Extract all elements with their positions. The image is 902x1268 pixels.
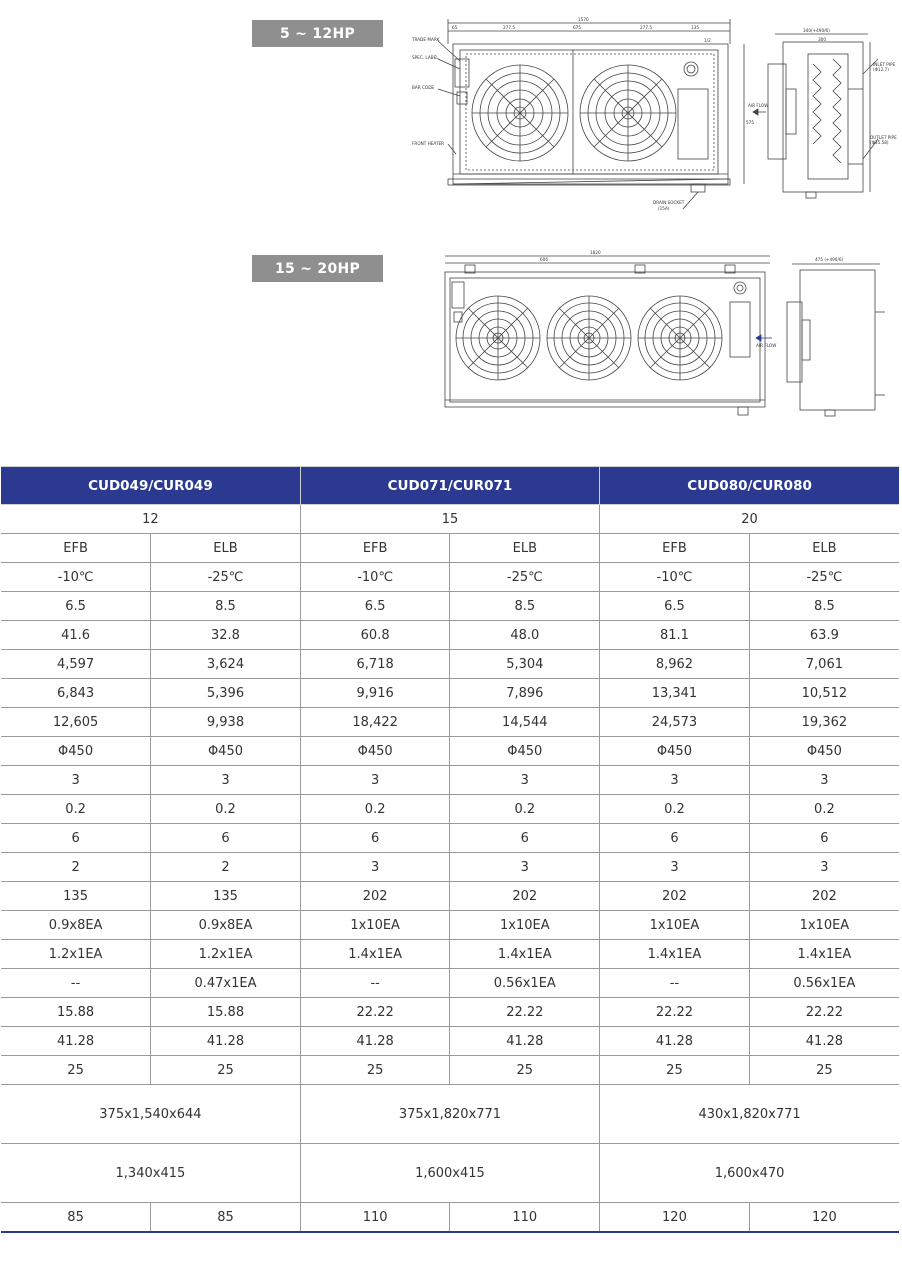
- spec-rows: [1, 534, 899, 1085]
- spec-cell: 0.9x8EA: [151, 911, 301, 940]
- spec-row: [1, 534, 899, 563]
- dim-edge-left: 65: [452, 25, 458, 30]
- spec-cell: 41.6: [1, 621, 151, 650]
- label-inlet-size: (Φ12.7): [873, 67, 889, 72]
- spec-cell: ELB: [450, 534, 600, 563]
- spec-cell: 6,843: [1, 679, 151, 708]
- dim-middle-2: 606: [540, 257, 548, 262]
- spec-cell: -10℃: [600, 563, 750, 592]
- mounting-cell: 1,600x470: [600, 1144, 899, 1203]
- spec-cell: 14,544: [450, 708, 600, 737]
- spec-row: [1, 1027, 899, 1056]
- spec-cell: 1x10EA: [749, 911, 899, 940]
- mounting-row: [1, 1144, 899, 1203]
- spec-cell: 6: [600, 824, 750, 853]
- weight-cell: 85: [151, 1203, 301, 1233]
- spec-cell: 3: [300, 853, 450, 882]
- spec-cell: 1x10EA: [450, 911, 600, 940]
- spec-row: [1, 853, 899, 882]
- spec-cell: 25: [600, 1056, 750, 1085]
- mounting-cell: 1,600x415: [300, 1144, 599, 1203]
- spec-cell: 2: [151, 853, 301, 882]
- spec-cell: -10℃: [1, 563, 151, 592]
- spec-cell: 135: [1, 882, 151, 911]
- spec-cell: 0.56x1EA: [749, 969, 899, 998]
- spec-cell: --: [600, 969, 750, 998]
- dim-side-inner: 300: [818, 37, 826, 42]
- spec-row: [1, 824, 899, 853]
- dimensions-row: [1, 1085, 899, 1144]
- spec-cell: 8.5: [151, 592, 301, 621]
- model-header: CUD071/CUR071: [300, 467, 599, 505]
- spec-cell: -25℃: [749, 563, 899, 592]
- spec-cell: 6,718: [300, 650, 450, 679]
- spec-cell: 15.88: [151, 998, 301, 1027]
- horsepower-row: [1, 505, 899, 534]
- spec-cell: 202: [300, 882, 450, 911]
- unit-cooler-drawing-two-fan: [408, 14, 898, 219]
- model-header: CUD049/CUR049: [1, 467, 300, 505]
- spec-cell: 8.5: [749, 592, 899, 621]
- spec-cell: -25℃: [450, 563, 600, 592]
- spec-cell: 41.28: [300, 1027, 450, 1056]
- spec-cell: 25: [300, 1056, 450, 1085]
- spec-cell: 24,573: [600, 708, 750, 737]
- hp-range-badge-15-20: 15 ~ 20HP: [252, 255, 383, 282]
- spec-cell: 81.1: [600, 621, 750, 650]
- spec-cell: 1.2x1EA: [151, 940, 301, 969]
- spec-cell: 10,512: [749, 679, 899, 708]
- spec-cell: 1.4x1EA: [600, 940, 750, 969]
- spec-cell: 135: [151, 882, 301, 911]
- spec-cell: 13,341: [600, 679, 750, 708]
- mounting-cell: 1,340x415: [1, 1144, 300, 1203]
- spec-cell: 0.2: [1, 795, 151, 824]
- spec-cell: 3: [749, 853, 899, 882]
- spec-cell: 4,597: [1, 650, 151, 679]
- model-header: CUD080/CUR080: [600, 467, 899, 505]
- spec-row: [1, 998, 899, 1027]
- spec-row: [1, 1056, 899, 1085]
- label-inlet-pipe: INLET PIPE: [873, 62, 896, 67]
- label-bar-code: BAR CODE: [412, 85, 435, 90]
- spec-cell: 19,362: [749, 708, 899, 737]
- spec-cell: 9,938: [151, 708, 301, 737]
- spec-cell: 0.2: [749, 795, 899, 824]
- dim-side-top: 340(+490/6): [803, 28, 830, 33]
- spec-cell: 0.9x8EA: [1, 911, 151, 940]
- spec-cell: 25: [450, 1056, 600, 1085]
- spec-cell: 2: [1, 853, 151, 882]
- spec-cell: 1.2x1EA: [1, 940, 151, 969]
- spec-cell: 0.2: [600, 795, 750, 824]
- spec-cell: 0.2: [450, 795, 600, 824]
- spec-cell: 3: [1, 766, 151, 795]
- dimensions-cell: 375x1,820x771: [300, 1085, 599, 1144]
- label-outlet-size: (Φ35.58): [870, 140, 889, 145]
- spec-row: [1, 679, 899, 708]
- spec-cell: 25: [1, 1056, 151, 1085]
- spec-row: [1, 650, 899, 679]
- dim-middle: 675: [573, 25, 581, 30]
- spec-cell: 6: [151, 824, 301, 853]
- spec-cell: 1.4x1EA: [450, 940, 600, 969]
- spec-row: [1, 563, 899, 592]
- dim-edge-right: 135: [691, 25, 699, 30]
- spec-cell: 0.2: [300, 795, 450, 824]
- spec-cell: 6: [749, 824, 899, 853]
- spec-cell: 12,605: [1, 708, 151, 737]
- spec-cell: Φ450: [151, 737, 301, 766]
- spec-cell: 63.9: [749, 621, 899, 650]
- spec-cell: 0.47x1EA: [151, 969, 301, 998]
- label-drain-size: (15A): [658, 206, 670, 211]
- label-outlet-pipe: OUTLET PIPE: [870, 135, 897, 140]
- dimensions-cell: 430x1,820x771: [600, 1085, 899, 1144]
- spec-cell: 3: [300, 766, 450, 795]
- spec-cell: -10℃: [300, 563, 450, 592]
- model-header-row: [1, 467, 899, 505]
- spec-cell: 22.22: [600, 998, 750, 1027]
- dim-side-top-2: 475 (+490/6): [815, 257, 844, 262]
- spec-cell: EFB: [600, 534, 750, 563]
- label-drain-socket: DRAIN SOCKET: [653, 200, 685, 205]
- specification-table: [1, 466, 899, 1233]
- spec-row: [1, 911, 899, 940]
- spec-cell: 48.0: [450, 621, 600, 650]
- spec-row: [1, 708, 899, 737]
- spec-row: [1, 940, 899, 969]
- spec-row: [1, 969, 899, 998]
- weight-cell: 85: [1, 1203, 151, 1233]
- spec-row: [1, 766, 899, 795]
- spec-cell: 0.2: [151, 795, 301, 824]
- spec-cell: Φ450: [749, 737, 899, 766]
- spec-row: [1, 795, 899, 824]
- spec-cell: 18,422: [300, 708, 450, 737]
- spec-cell: 6: [300, 824, 450, 853]
- spec-cell: 1.4x1EA: [749, 940, 899, 969]
- weight-cell: 120: [600, 1203, 750, 1233]
- dimensions-cell: 375x1,540x644: [1, 1085, 300, 1144]
- weight-row: [1, 1203, 899, 1233]
- spec-cell: 0.56x1EA: [450, 969, 600, 998]
- weight-cell: 110: [450, 1203, 600, 1233]
- hp-range-badge-5-12: 5 ~ 12HP: [252, 20, 383, 47]
- spec-cell: 6.5: [300, 592, 450, 621]
- dim-left: 277.5: [503, 25, 515, 30]
- spec-cell: 25: [749, 1056, 899, 1085]
- spec-cell: 41.28: [151, 1027, 301, 1056]
- spec-cell: Φ450: [1, 737, 151, 766]
- horsepower-cell: 12: [1, 505, 300, 534]
- spec-cell: 3: [600, 853, 750, 882]
- spec-cell: 60.8: [300, 621, 450, 650]
- spec-cell: Φ450: [600, 737, 750, 766]
- spec-cell: 1x10EA: [300, 911, 450, 940]
- unit-cooler-drawing-three-fan: [440, 250, 890, 422]
- spec-cell: 6.5: [1, 592, 151, 621]
- spec-cell: 5,396: [151, 679, 301, 708]
- label-air-flow: AIR FLOW: [748, 103, 769, 108]
- spec-cell: 22.22: [749, 998, 899, 1027]
- spec-cell: Φ450: [450, 737, 600, 766]
- spec-cell: 202: [600, 882, 750, 911]
- spec-cell: 3,624: [151, 650, 301, 679]
- spec-cell: 7,896: [450, 679, 600, 708]
- dim-height: 575: [746, 120, 754, 125]
- dim-hole: 1/2: [704, 38, 711, 43]
- spec-cell: 5,304: [450, 650, 600, 679]
- dim-overall-width-2: 1820: [590, 250, 601, 255]
- spec-cell: 41.28: [450, 1027, 600, 1056]
- dim-right: 277.5: [640, 25, 652, 30]
- spec-cell: 32.8: [151, 621, 301, 650]
- spec-cell: 9,916: [300, 679, 450, 708]
- spec-cell: 3: [749, 766, 899, 795]
- spec-cell: 8,962: [600, 650, 750, 679]
- spec-cell: --: [300, 969, 450, 998]
- weight-cell: 120: [749, 1203, 899, 1233]
- spec-cell: 7,061: [749, 650, 899, 679]
- label-spec-label: SPEC. LABEL: [412, 55, 439, 60]
- horsepower-cell: 20: [600, 505, 899, 534]
- spec-cell: ELB: [151, 534, 301, 563]
- spec-cell: 41.28: [749, 1027, 899, 1056]
- spec-cell: 3: [151, 766, 301, 795]
- spec-row: [1, 621, 899, 650]
- spec-cell: 25: [151, 1056, 301, 1085]
- spec-cell: -25℃: [151, 563, 301, 592]
- label-air-flow-2: AIR FLOW: [756, 343, 777, 348]
- spec-cell: 8.5: [450, 592, 600, 621]
- spec-cell: 1x10EA: [600, 911, 750, 940]
- spec-cell: EFB: [300, 534, 450, 563]
- spec-cell: 41.28: [1, 1027, 151, 1056]
- spec-cell: 202: [450, 882, 600, 911]
- spec-cell: 3: [450, 766, 600, 795]
- spec-cell: --: [1, 969, 151, 998]
- spec-cell: 22.22: [300, 998, 450, 1027]
- spec-cell: 22.22: [450, 998, 600, 1027]
- spec-row: [1, 592, 899, 621]
- spec-cell: 6: [450, 824, 600, 853]
- spec-cell: Φ450: [300, 737, 450, 766]
- spec-cell: 202: [749, 882, 899, 911]
- label-trade-mark: TRADE MARK: [412, 37, 440, 42]
- label-front-heater: FRONT HEATER: [412, 141, 445, 146]
- spec-cell: 1.4x1EA: [300, 940, 450, 969]
- spec-cell: 6.5: [600, 592, 750, 621]
- horsepower-cell: 15: [300, 505, 599, 534]
- weight-cell: 110: [300, 1203, 450, 1233]
- spec-cell: 15.88: [1, 998, 151, 1027]
- spec-row: [1, 737, 899, 766]
- spec-cell: 3: [450, 853, 600, 882]
- spec-row: [1, 882, 899, 911]
- spec-cell: 6: [1, 824, 151, 853]
- spec-cell: ELB: [749, 534, 899, 563]
- dim-overall-width: 1570: [578, 17, 589, 22]
- spec-cell: 3: [600, 766, 750, 795]
- spec-cell: EFB: [1, 534, 151, 563]
- spec-cell: 41.28: [600, 1027, 750, 1056]
